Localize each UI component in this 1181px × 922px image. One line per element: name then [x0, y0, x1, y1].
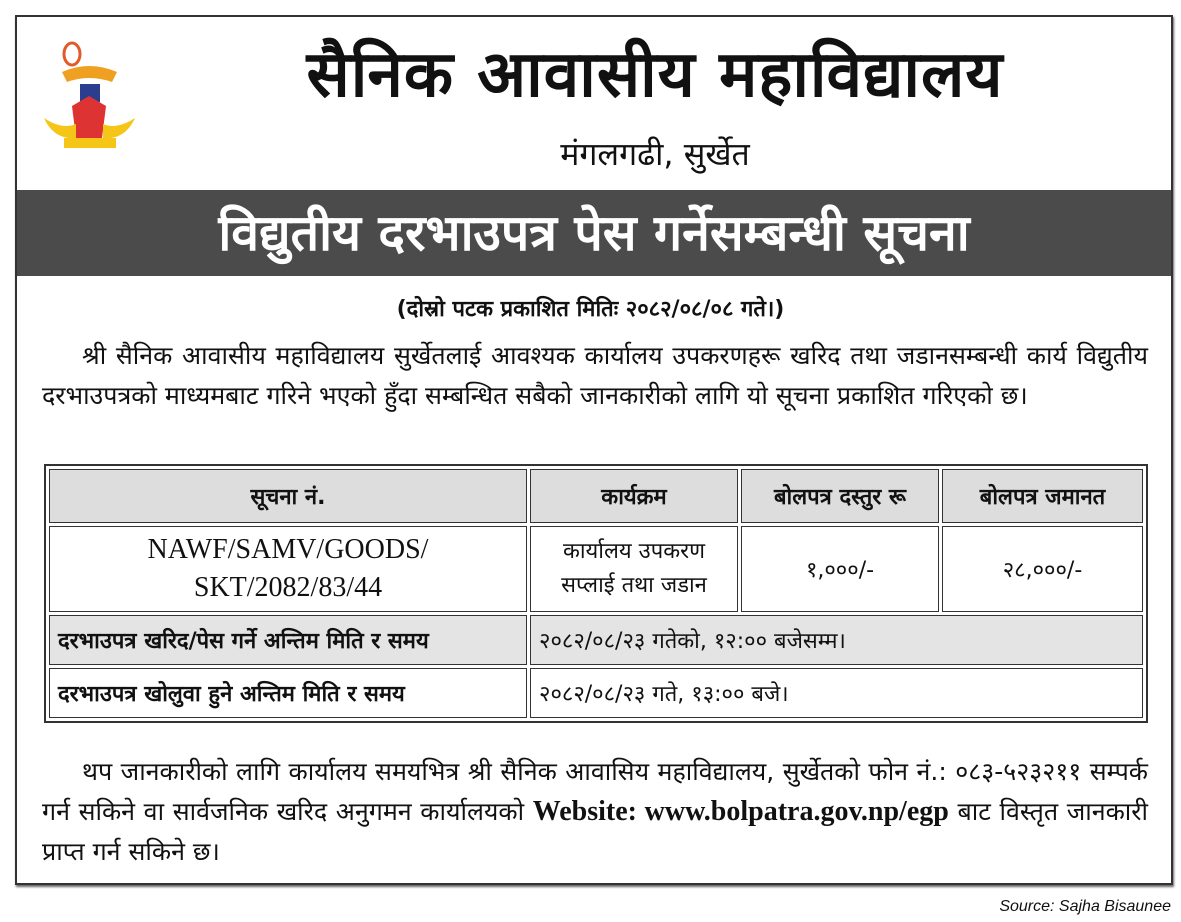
- opening-row: [49, 668, 1143, 718]
- footer-paragraph: [42, 752, 1148, 872]
- source-credit: Source: Sajha Bisaunee: [999, 898, 1171, 915]
- college-emblem-logo: [42, 40, 137, 152]
- header-program: कार्यक्रम: [530, 469, 738, 523]
- opening-value: २०८२/०८/२३ गते, १३:०० बजे।: [530, 668, 1143, 718]
- college-location: मंगलगढी, सुर्खेत: [560, 135, 750, 173]
- fee-cell: १,०००/-: [741, 526, 939, 612]
- college-name: सैनिक आवासीय महाविद्यालय: [306, 38, 1004, 112]
- website-link[interactable]: Website: www.bolpatra.gov.np/egp: [532, 796, 949, 827]
- footer-tail: बाट विस्तृत जानकारी प्राप्त गर्न सकिने छ।: [42, 797, 1148, 866]
- deadline-row: [49, 615, 1143, 665]
- table-header-row: [49, 469, 1143, 523]
- header-fee: बोलपत्र दस्तुर रू: [741, 469, 939, 523]
- intro-paragraph: श्री सैनिक आवासीय महाविद्यालय सुर्खेतलाई आवश्यक कार्यालय उपकरणहरू खरिद तथा जडानसम्बन्धी कार्य विद्युतीय दरभाउपत्रको माध्यमबाट गरिने भएको हुँदा सम्बन्धित सबैको जानकारीको लागि यो सूचना प्रकाशित गरिएको छ।: [42, 341, 1148, 410]
- tender-table: [44, 464, 1148, 723]
- deadline-value: २०८२/०८/२३ गतेको, १२:०० बजेसम्म।: [530, 615, 1143, 665]
- security-cell: २८,०००/-: [942, 526, 1143, 612]
- header-notice-no: सूचना नं.: [49, 469, 527, 523]
- opening-label: दरभाउपत्र खोलुवा हुने अन्तिम मिति र समय: [49, 668, 527, 718]
- footer-text: थप जानकारीको लागि कार्यालय समयभित्र श्री सैनिक आवासिय महाविद्यालय, सुर्खेतको फोन नं.: ०८३-५२३२११ सम्पर्क गर्न सकिने वा सार्वजनिक खरिद अनुगमन कार्यालयको: [42, 757, 1148, 826]
- notice-no-line-1: NAWF/SAMV/GOODS/: [147, 534, 429, 565]
- notice-title: विद्युतीय दरभाउपत्र पेस गर्नेसम्बन्धी सूचना: [17, 190, 1171, 276]
- deadline-label: दरभाउपत्र खरिद/पेस गर्ने अन्तिम मिति र समय: [49, 615, 527, 665]
- header-security: बोलपत्र जमानत: [942, 469, 1143, 523]
- notice-no-line-2: SKT/2082/83/44: [193, 572, 383, 603]
- table-row: [49, 526, 1143, 612]
- program-cell: कार्यालय उपकरण सप्लाई तथा जडान: [530, 526, 738, 612]
- notice-no-cell: [49, 526, 527, 612]
- publication-date: (दोस्रो पटक प्रकाशित मितिः २०८२/०८/०८ गते।): [396, 297, 785, 322]
